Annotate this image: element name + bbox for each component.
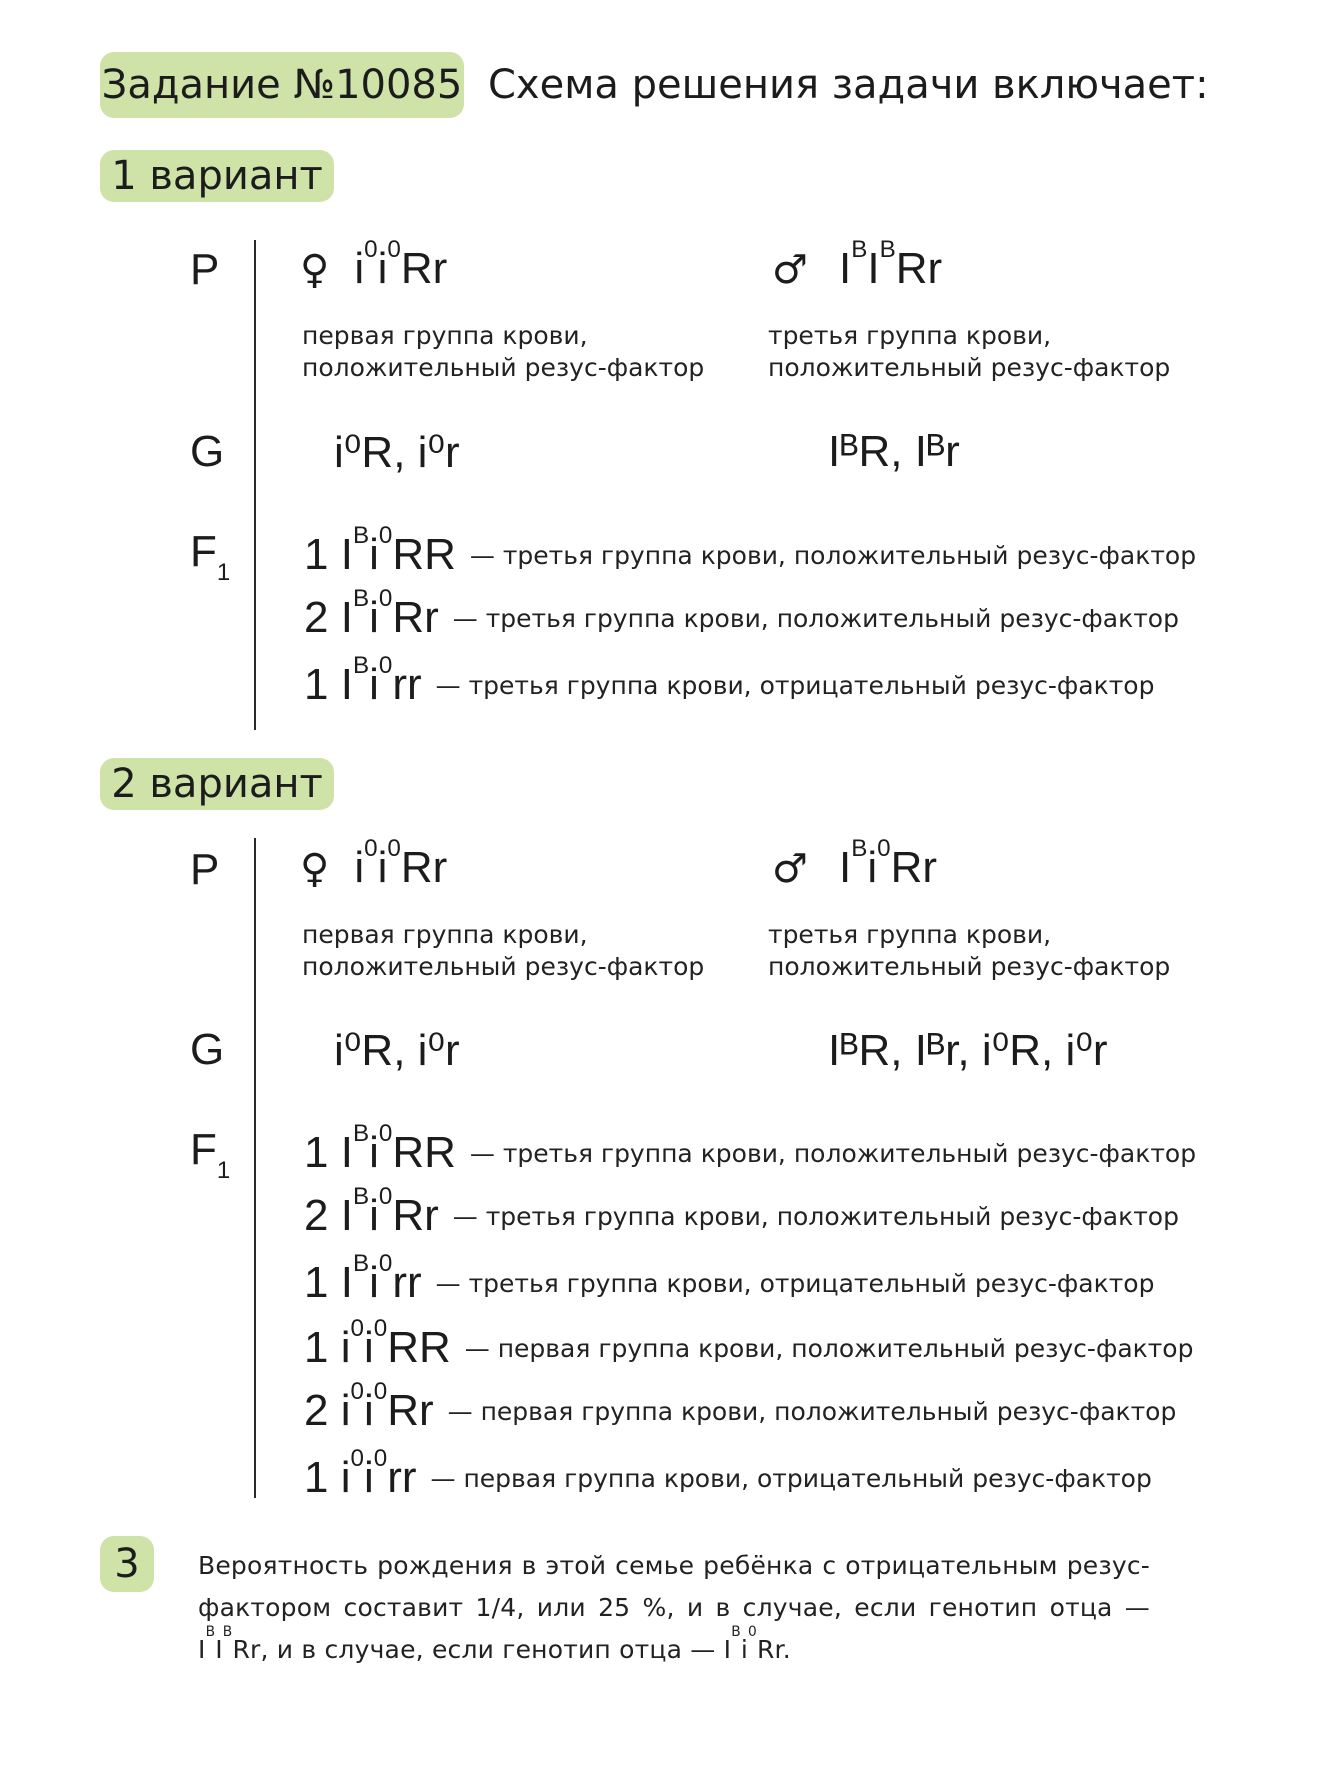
variant2-label: 2 вариант — [111, 761, 323, 807]
variant2-offspring-row: 1 $I^Bi^0RR$ — третья группа крови, положительный резус-фактор — [304, 1119, 1197, 1177]
variant2-offspring-row: 2 $I^Bi^0Rr$ — третья группа крови, положительный резус-фактор — [304, 1182, 1179, 1240]
variant2-offspring-row: 2 $i^0i^0Rr$ — первая группа крови, положительный резус-фактор — [304, 1377, 1177, 1435]
variant2-label-P: P — [190, 845, 220, 894]
variant2-male-phenotype: третья группа крови, положительный резус-фактор — [768, 920, 1171, 981]
variant2-offspring-row: 1 $i^0i^0RR$ — первая группа крови, положительный резус-фактор — [304, 1314, 1194, 1372]
variant2-female-phenotype: первая группа крови, положительный резус-фактор — [302, 920, 705, 981]
variant1-label-F1: $F_1$ — [190, 527, 231, 586]
variant1-offspring-row: 1 $I^Bi^0rr$ — третья группа крови, отрицательный резус-фактор — [304, 651, 1155, 709]
variant2-male-gametes: IᴮR, Iᴮr, i⁰R, i⁰r — [828, 1026, 1108, 1075]
male-symbol-icon: ♂ — [772, 846, 808, 892]
variant1-badge — [100, 150, 334, 202]
variant1-label-P: P — [190, 245, 220, 294]
male-symbol-icon: ♂ — [772, 247, 808, 293]
conclusion-text: Вероятность рождения в этой семье ребёнка с отрицательным резус-фактором составит 1/4, или 25 %, и в случае, если генотип отца — $I^BI^BRr$, и в случае, если генотип отца — $I^Bi^0Rr$. — [198, 1551, 1150, 1664]
variant1-female — [300, 235, 448, 294]
page-title: Схема решения задачи включает: — [488, 62, 1209, 108]
female-symbol-icon: ♀ — [300, 846, 330, 892]
variant2-badge — [100, 758, 334, 810]
variant1-male — [772, 235, 943, 294]
variant2-female-genotype: $i^0i^0Rr$ — [354, 834, 448, 892]
variant2-male-genotype: $I^Bi^0Rr$ — [838, 834, 937, 892]
variant1-female-genotype: $i^0i^0Rr$ — [354, 235, 448, 293]
variant1-female-gametes: i⁰R, i⁰r — [334, 428, 460, 477]
variant1-offspring-row: 1 $I^Bi^0RR$ — третья группа крови, положительный резус-фактор — [304, 521, 1197, 579]
variant1-label: 1 вариант — [111, 153, 323, 199]
father-genotype-2: $I^Bi^0Rr$ — [723, 1623, 783, 1664]
variant1-label-G: G — [190, 427, 225, 476]
variant2-female — [300, 834, 448, 893]
variant1-male-gametes: IᴮR, Iᴮr — [828, 427, 960, 476]
variant1-male-genotype: $I^BI^BRr$ — [838, 235, 943, 293]
variant2-offspring-row: 1 $I^Bi^0rr$ — третья группа крови, отрицательный резус-фактор — [304, 1249, 1155, 1307]
conclusion-number: 3 — [114, 1541, 140, 1587]
variant1-divider — [254, 240, 256, 730]
task-number-badge — [100, 52, 464, 118]
variant2-label-F1: $F_1$ — [190, 1125, 231, 1184]
variant2-female-gametes: i⁰R, i⁰r — [334, 1026, 460, 1075]
variant2-label-G: G — [190, 1025, 225, 1074]
task-number-label: Задание №10085 — [101, 62, 463, 108]
variant2-male — [772, 834, 937, 893]
variant1-male-phenotype: третья группа крови, положительный резус-фактор — [768, 321, 1171, 382]
variant1-offspring-row: 2 $I^Bi^0Rr$ — третья группа крови, положительный резус-фактор — [304, 584, 1179, 642]
variant2-offspring-row: 1 $i^0i^0rr$ — первая группа крови, отрицательный резус-фактор — [304, 1444, 1152, 1502]
female-symbol-icon: ♀ — [300, 247, 330, 293]
variant2-divider — [254, 838, 256, 1498]
conclusion-badge — [100, 1536, 154, 1592]
father-genotype-1: $I^BI^BRr$ — [198, 1623, 261, 1664]
variant1-female-phenotype: первая группа крови, положительный резус-фактор — [302, 321, 705, 382]
